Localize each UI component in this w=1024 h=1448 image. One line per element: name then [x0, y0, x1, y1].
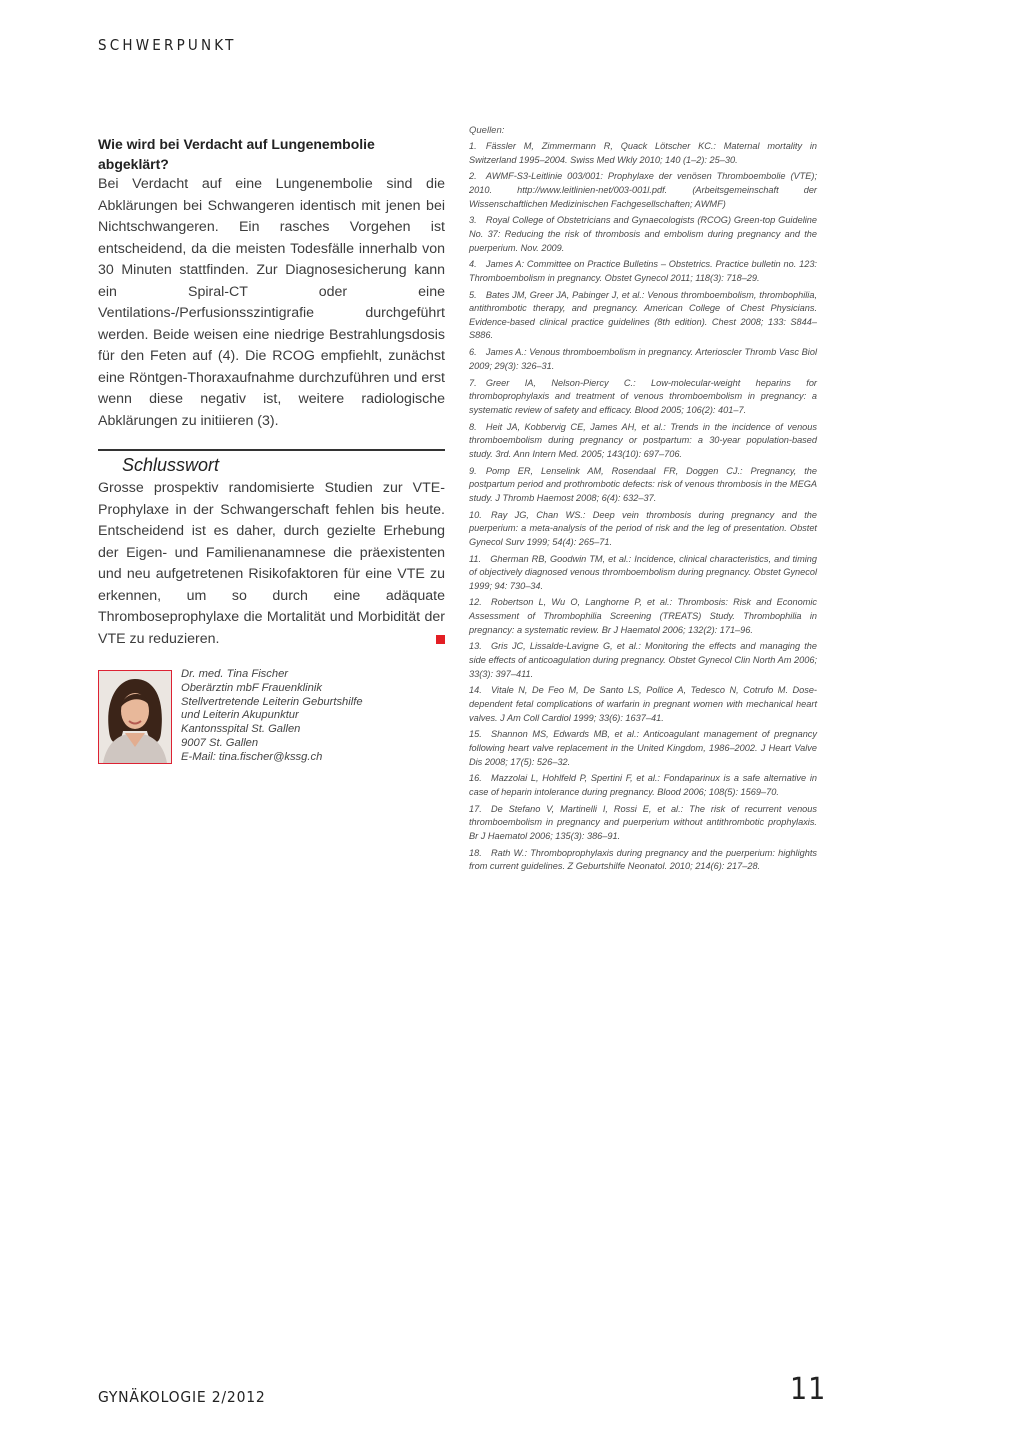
reference-item: 11. Gherman RB, Goodwin TM, et al.: Incidence, clinical characteristics, and timing of objectively diagnosed venous thromboembolism during pregnancy. Obstet Gynecol 1999; 94: 730–34. — [469, 553, 817, 591]
reference-item: 6. James A.: Venous thromboembolism in pregnancy. Arterioscler Thromb Vasc Biol 2009; 29(3): 326–31. — [469, 347, 817, 371]
journal-issue: GYNÄKOLOGIE 2/2012 — [98, 1388, 266, 1406]
question-heading: Wie wird bei Verdacht auf Lungenembolie abgeklärt? — [98, 136, 375, 172]
author-photo — [98, 670, 172, 764]
question-body: Bei Verdacht auf eine Lungenembolie sind die Abklärungen bei Schwangeren identisch mit jenen bei Nichtschwangeren. Ein rasches Vorgehen ist entscheidend, da die meisten Todesfälle innerhalb von 30 Minuten stattfinden. Zur Diagnosesicherung kann ein Spiral-CT oder eine Ventilations-/Perfusionsszintigrafie durchgeführt werden. Beide weisen eine niedrige Bestrahlungsdosis für den Feten auf (4). Die RCOG empfiehlt, zunächst eine Röntgen-Thoraxaufnahme durchzuführen und erst wenn diese negativ ist, weitere radiologische Abklärungen zu initiieren (3). — [98, 176, 445, 429]
conclusion-body — [98, 478, 445, 650]
author-line: Stellvertretende Leiterin Geburtshilfe — [181, 695, 363, 708]
reference-item: 1. Fässler M, Zimmermann R, Quack Lötscher KC.: Maternal mortality in Switzerland 1995–2004. Swiss Med Wkly 2010; 140 (1–2): 25–30. — [469, 141, 817, 165]
conclusion-text: Grosse prospektiv randomisierte Studien zur VTE-Prophylaxe in der Schwangerschaft fehlen bis heute. Entscheidend ist es daher, durch gezielte Erhebung der Eigen- und Familienanamnese die präexistenten und neu aufgetretenen Risikofaktoren für eine VTE zu erkennen, um so durch eine adäquate Thromboseprophylaxe die Mortalität und Morbidität der VTE zu reduzieren. — [98, 480, 445, 647]
reference-item: 12. Robertson L, Wu O, Langhorne P, et al.: Thrombosis: Risk and Economic Assessment of Thrombophilia Screening (TREATS) Study. Thrombophilia in pregnancy: a systematic review. Br J Haematol 2006; 132(2): 171–96. — [469, 597, 817, 635]
sources-label: Quellen: — [469, 125, 505, 136]
author-email[interactable]: E-Mail: tina.fischer@kssg.ch — [181, 750, 323, 763]
main-article-column — [98, 134, 445, 650]
conclusion-heading: Schlusswort — [122, 455, 220, 475]
page-number: 11 — [790, 1372, 827, 1407]
reference-item: 4. James A: Committee on Practice Bulletins – Obstetrics. Practice bulletin no. 123: Thromboembolism in pregnancy. Obstet Gynecol 2011; 118(3): 718–29. — [469, 259, 817, 283]
author-info — [181, 668, 451, 765]
reference-item: 17. De Stefano V, Martinelli I, Rossi E, et al.: The risk of recurrent venous thromboembolism in pregnancy and puerperium without antithrombotic prophylaxis. Br J Haematol 2006; 135(3): 386–91. — [469, 803, 817, 841]
reference-item: 2. AWMF-S3-Leitlinie 003/001: Prophylaxe der venösen Thromboembolie (VTE); 2010. http://www.leitlinien-net/003-001l.pdf. (Arbeitsgemeinschaft der Wissenschaftlichen Medizinischen Fachgesellschaften; AWMF) — [469, 171, 817, 209]
reference-item: 8. Heit JA, Kobbervig CE, James AH, et al.: Trends in the incidence of venous thromboembolism during pregnancy or postpartum: a 30-year population-based study. 3rd. Ann Intern Med. 2005; 143(10): 697–706. — [469, 421, 817, 459]
reference-item: 16. Mazzolai L, Hohlfeld P, Spertini F, et al.: Fondaparinux is a safe alternative in case of heparin intolerance during pregnancy. Blood 2006; 108(5): 1569–70. — [469, 773, 817, 797]
reference-item: 18. Rath W.: Thromboprophylaxis during pregnancy and the puerperium: highlights from current guidelines. Z Geburtshilfe Neonatol. 2010; 214(6): 217–28. — [469, 847, 817, 872]
reference-item: 14. Vitale N, De Feo M, De Santo LS, Pollice A, Tedesco N, Cotrufo M. Dose-dependent fetal complications of warfarin in pregnant women with mechanical heart valves. J Am Coll Cardiol 1999; 33(6): 1637–41. — [469, 685, 817, 723]
author-line: Oberärztin mbF Frauenklinik — [181, 681, 322, 694]
section-divider — [98, 449, 445, 451]
reference-item: 5. Bates JM, Greer JA, Pabinger J, et al.: Venous thromboembolism, thrombophilia, antithrombotic therapy, and pregnancy. American College of Chest Physicians. Evidence-based clinical practice guidelines (8th edition). Chest 2008; 133: S844–S886. — [469, 289, 817, 341]
sources-column — [469, 125, 817, 877]
reference-item: 15. Shannon MS, Edwards MB, et al.: Anticoagulant management of pregnancy following heart valve replacement in the United Kingdom, 1986–2002. J Heart Valve Dis 2008; 17(5): 526–32. — [469, 729, 817, 767]
section-label: SCHWERPUNKT — [98, 36, 237, 54]
author-line: Kantonsspital St. Gallen — [181, 723, 301, 736]
reference-item: 7. Greer IA, Nelson-Piercy C.: Low-molecular-weight heparins for thromboprophylaxis and treatment of venous thromboembolism in pregnancy: a systematic review of safety and efficacy. Blood 2005; 106(2): 401–7. — [469, 377, 817, 415]
reference-item: 9. Pomp ER, Lenselink AM, Rosendaal FR, Doggen CJ.: Pregnancy, the postpartum period and prothrombotic defects: risk of venous thrombosis in the MEGA study. J Thromb Haemost 2008; 6(4): 632–37. — [469, 465, 817, 503]
reference-item: 10. Ray JG, Chan WS.: Deep vein thrombosis during pregnancy and the puerperium: a meta-analysis of the period of risk and the leg of presentation. Obstet Gynecol Surv 1999; 54(4): 265–71. — [469, 509, 817, 547]
author-name: Dr. med. Tina Fischer — [181, 668, 289, 680]
author-line: 9007 St. Gallen — [181, 736, 259, 749]
end-mark-icon — [436, 635, 445, 644]
reference-item: 13. Gris JC, Lissalde-Lavigne G, et al.: Monitoring the effects and managing the side effects of anticoagulation during pregnancy. Obstet Gynecol Clin North Am 2006; 33(3): 397–411. — [469, 641, 817, 679]
reference-item: 3. Royal College of Obstetricians and Gynaecologists (RCOG) Green-top Guideline No. 37: Reducing the risk of thrombosis and embolism during pregnancy and the puerperium. Nov. 2009. — [469, 215, 817, 253]
author-line: und Leiterin Akupunktur — [181, 709, 299, 722]
